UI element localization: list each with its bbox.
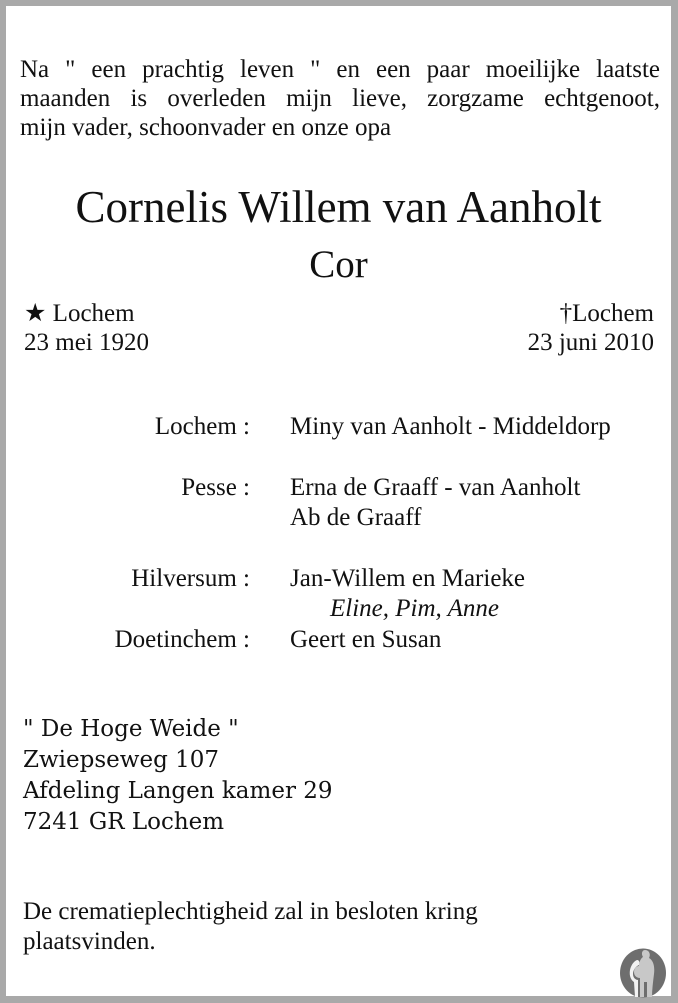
death-info <box>528 299 654 357</box>
family-names: Jan-Willem en Marieke <box>290 565 526 592</box>
address-line: 7241 GR Lochem <box>23 809 225 835</box>
address-line: " De Hoge Weide " <box>23 716 239 742</box>
deceased-full-name: Cornelis Willem van Aanholt <box>75 182 602 232</box>
closing-line: De crematieplechtigheid zal in besloten kring <box>23 898 478 925</box>
family-names: Ab de Graaff <box>290 504 422 531</box>
address-line: Zwiepseweg 107 <box>23 747 220 773</box>
birth-place: Lochem <box>52 300 135 327</box>
grandchildren-names: Eline, Pim, Anne <box>330 595 499 622</box>
star-icon: ★ <box>24 300 47 327</box>
address-block <box>23 714 333 838</box>
family-names: Miny van Aanholt - Middeldorp <box>290 413 611 440</box>
intro-line: mijn vader, schoonvader en onze opa <box>20 114 392 141</box>
obituary-card <box>6 6 671 996</box>
dagger-icon: † <box>559 300 573 327</box>
family-names: Erna de Graaff - van Aanholt <box>290 474 581 501</box>
closing-line: plaatsvinden. <box>23 928 156 955</box>
deceased-nickname: Cor <box>309 243 368 286</box>
family-location: Pesse : <box>181 474 250 501</box>
death-place: Lochem <box>572 300 654 327</box>
embracing-figures-icon <box>619 948 667 998</box>
intro-line: Na " een prachtig leven " en een paar moeilijke laatste <box>20 56 660 83</box>
family-location: Lochem : <box>154 413 250 440</box>
intro-text <box>20 55 660 142</box>
intro-line: maanden is overleden mijn lieve, zorgzame echtgenoot, <box>20 85 660 112</box>
family-names: Geert en Susan <box>290 626 442 653</box>
death-date: 23 juni 2010 <box>527 329 654 356</box>
family-location: Hilversum : <box>131 565 250 592</box>
birth-date: 23 mei 1920 <box>24 329 149 356</box>
closing-text <box>23 897 478 957</box>
birth-info <box>24 299 149 357</box>
address-line: Afdeling Langen kamer 29 <box>23 778 333 804</box>
family-location: Doetinchem : <box>114 626 250 653</box>
